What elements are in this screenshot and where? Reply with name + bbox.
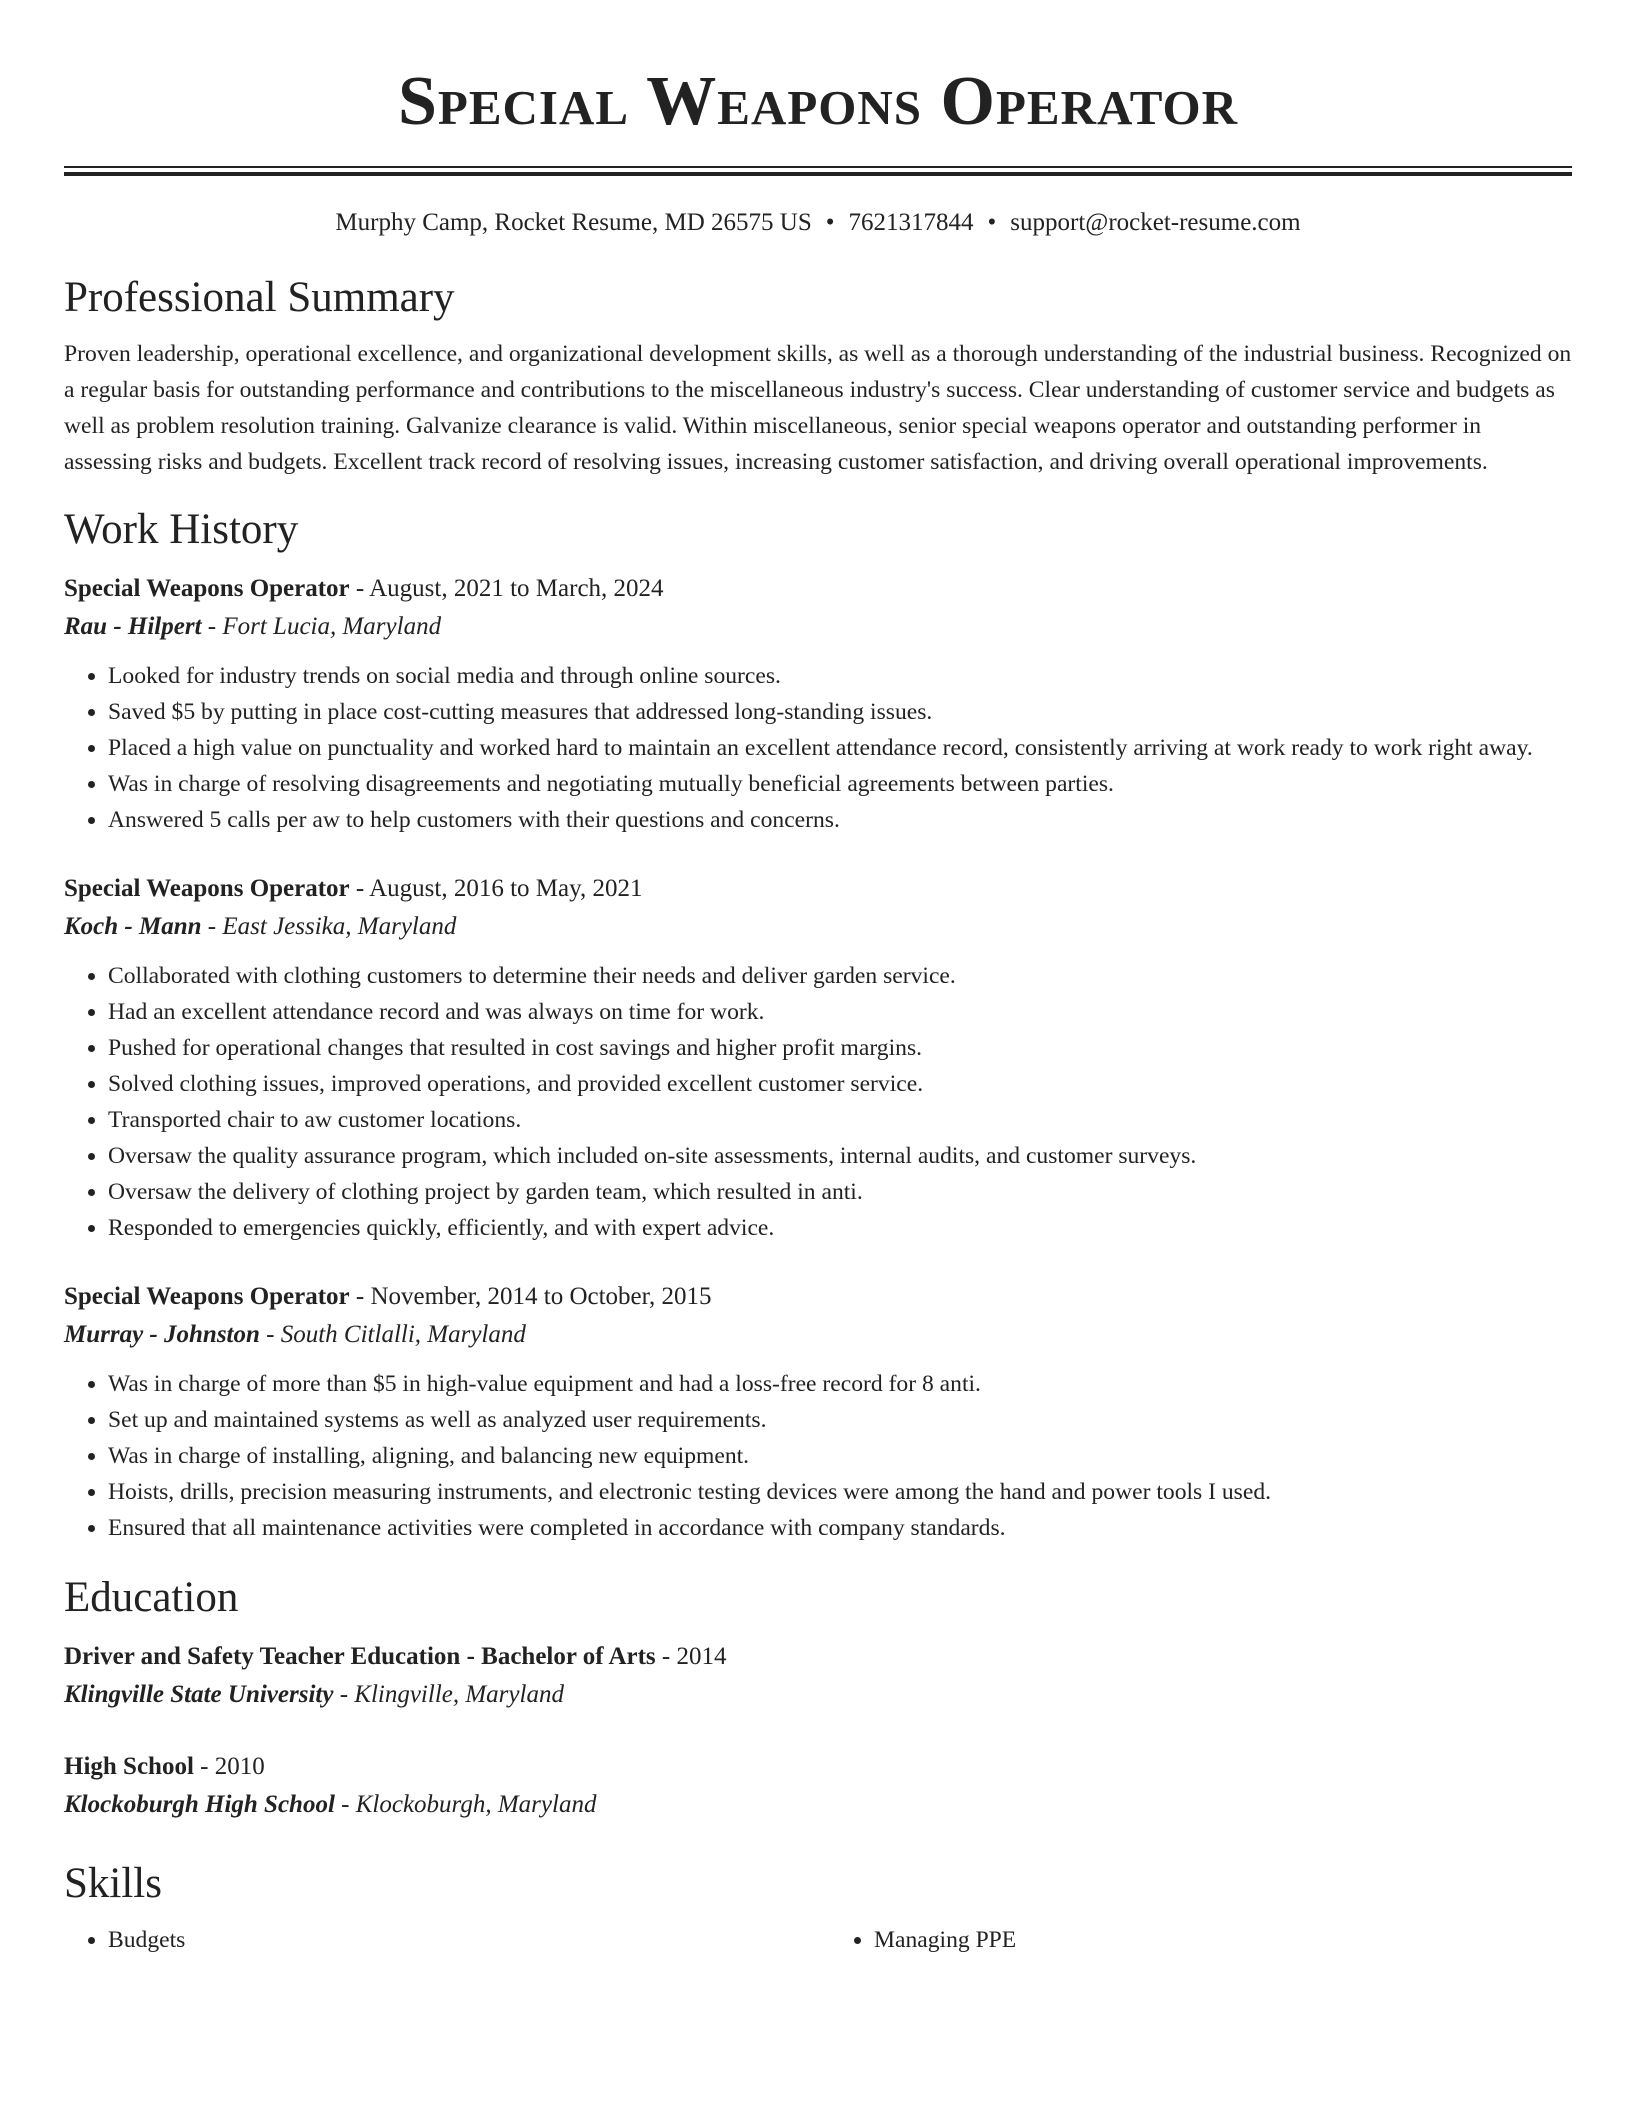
job-company: Murray - Johnston	[64, 1321, 260, 1348]
education-degree: Driver and Safety Teacher Education - Bachelor of Arts	[64, 1643, 656, 1670]
job-bullet: • Answered 5 calls per aw to help customers with their questions and concerns.	[108, 802, 1572, 838]
job-bullet: • Hoists, drills, precision measuring instruments, and electronic testing devices were among the hand and power tools I used.	[108, 1474, 1572, 1510]
job-company-line	[64, 608, 1572, 646]
education-school: Klockoburgh High School	[64, 1791, 335, 1818]
job-bullet: • Collaborated with clothing customers to determine their needs and deliver garden service.	[108, 958, 1572, 994]
job-title-line	[64, 870, 1572, 908]
contact-phone: 7621317844	[848, 209, 974, 236]
job-entry	[64, 870, 1572, 1246]
job-entry	[64, 1278, 1572, 1546]
job-bullets	[64, 1366, 1572, 1546]
job-title: Special Weapons Operator	[64, 575, 350, 602]
job-location: - South Citlalli, Maryland	[259, 1321, 526, 1348]
header-divider	[64, 166, 1572, 176]
job-bullet: • Set up and maintained systems as well as analyzed user requirements.	[108, 1402, 1572, 1438]
job-location: - East Jessika, Maryland	[201, 913, 457, 940]
job-bullet: • Responded to emergencies quickly, efficiently, and with expert advice.	[108, 1210, 1572, 1246]
job-company-line	[64, 1316, 1572, 1354]
job-title: Special Weapons Operator	[64, 875, 350, 902]
job-bullet: • Was in charge of resolving disagreements and negotiating mutually beneficial agreements between parties.	[108, 766, 1572, 802]
skills-list	[64, 1922, 1572, 1958]
education-location: - Klingville, Maryland	[333, 1681, 564, 1708]
job-location: - Fort Lucia, Maryland	[201, 613, 442, 640]
contact-separator: •	[825, 209, 835, 236]
summary-heading: Professional Summary	[64, 274, 455, 321]
education-degree-line	[64, 1638, 1572, 1676]
resume-page	[64, 0, 1572, 1958]
job-company: Koch - Mann	[64, 913, 202, 940]
summary-text: Proven leadership, operational excellence, and organizational development skills, as well as a thorough understanding of the industrial business. Recognized on a regular basis for outstanding performance and contributions to the miscellaneous industry's success. Clear understanding of customer service and budgets as well as problem resolution training. Galvanize clearance is valid. Within miscellaneous, senior special weapons operator and outstanding performer in assessing risks and budgets. Excellent track record of resolving issues, increasing customer satisfaction, and driving overall operational improvements.	[64, 341, 1572, 475]
job-bullet: • Was in charge of more than $5 in high-value equipment and had a loss-free record for 8 anti.	[108, 1366, 1572, 1402]
job-bullet: • Placed a high value on punctuality and worked hard to maintain an excellent attendance record, consistently arriving at work ready to work right away.	[108, 730, 1572, 766]
job-bullet: • Was in charge of installing, aligning, and balancing new equipment.	[108, 1438, 1572, 1474]
job-company: Rau - Hilpert	[64, 613, 202, 640]
education-entry	[64, 1748, 1572, 1824]
contact-email: support@rocket-resume.com	[1010, 209, 1301, 236]
contact-line	[64, 206, 1572, 240]
job-title-line	[64, 1278, 1572, 1316]
contact-separator: •	[987, 209, 997, 236]
skills-column-left	[64, 1922, 806, 1958]
job-bullet: • Saved $5 by putting in place cost-cutting measures that addressed long-standing issues.	[108, 694, 1572, 730]
education-year: - 2014	[655, 1643, 727, 1670]
education-degree-line	[64, 1748, 1572, 1786]
job-bullet: • Ensured that all maintenance activities were completed in accordance with company standards.	[108, 1510, 1572, 1546]
job-bullet: • Solved clothing issues, improved operations, and provided excellent customer service.	[108, 1066, 1572, 1102]
job-dates: - August, 2021 to March, 2024	[349, 575, 664, 602]
job-bullet: • Looked for industry trends on social media and through online sources.	[108, 658, 1572, 694]
skills-column-right	[830, 1922, 1572, 1958]
skill-item: • Managing PPE	[874, 1922, 1572, 1958]
job-dates: - August, 2016 to May, 2021	[349, 875, 643, 902]
job-bullet: • Transported chair to aw customer locations.	[108, 1102, 1572, 1138]
job-title-line	[64, 570, 1572, 608]
job-dates: - November, 2014 to October, 2015	[349, 1283, 712, 1310]
job-entry	[64, 570, 1572, 838]
resume-name: Special Weapons Operator	[397, 63, 1239, 140]
contact-address: Murphy Camp, Rocket Resume, MD 26575 US	[335, 209, 812, 236]
job-bullet: • Oversaw the delivery of clothing project by garden team, which resulted in anti.	[108, 1174, 1572, 1210]
job-bullets	[64, 658, 1572, 838]
job-title: Special Weapons Operator	[64, 1283, 350, 1310]
job-bullets	[64, 958, 1572, 1246]
job-bullet: • Had an excellent attendance record and was always on time for work.	[108, 994, 1572, 1030]
education-degree: High School	[64, 1753, 194, 1780]
education-school: Klingville State University	[64, 1681, 334, 1708]
education-school-line	[64, 1676, 1572, 1714]
skill-item: • Budgets	[108, 1922, 806, 1958]
education-year: - 2010	[193, 1753, 265, 1780]
job-bullet: • Oversaw the quality assurance program, which included on-site assessments, internal audits, and customer surveys.	[108, 1138, 1572, 1174]
education-heading: Education	[64, 1574, 239, 1621]
skills-heading: Skills	[64, 1860, 162, 1907]
education-entry	[64, 1638, 1572, 1714]
job-bullet: • Pushed for operational changes that resulted in cost savings and higher profit margins.	[108, 1030, 1572, 1066]
education-school-line	[64, 1786, 1572, 1824]
work-history-heading: Work History	[64, 506, 299, 553]
job-company-line	[64, 908, 1572, 946]
education-location: - Klockoburgh, Maryland	[334, 1791, 597, 1818]
